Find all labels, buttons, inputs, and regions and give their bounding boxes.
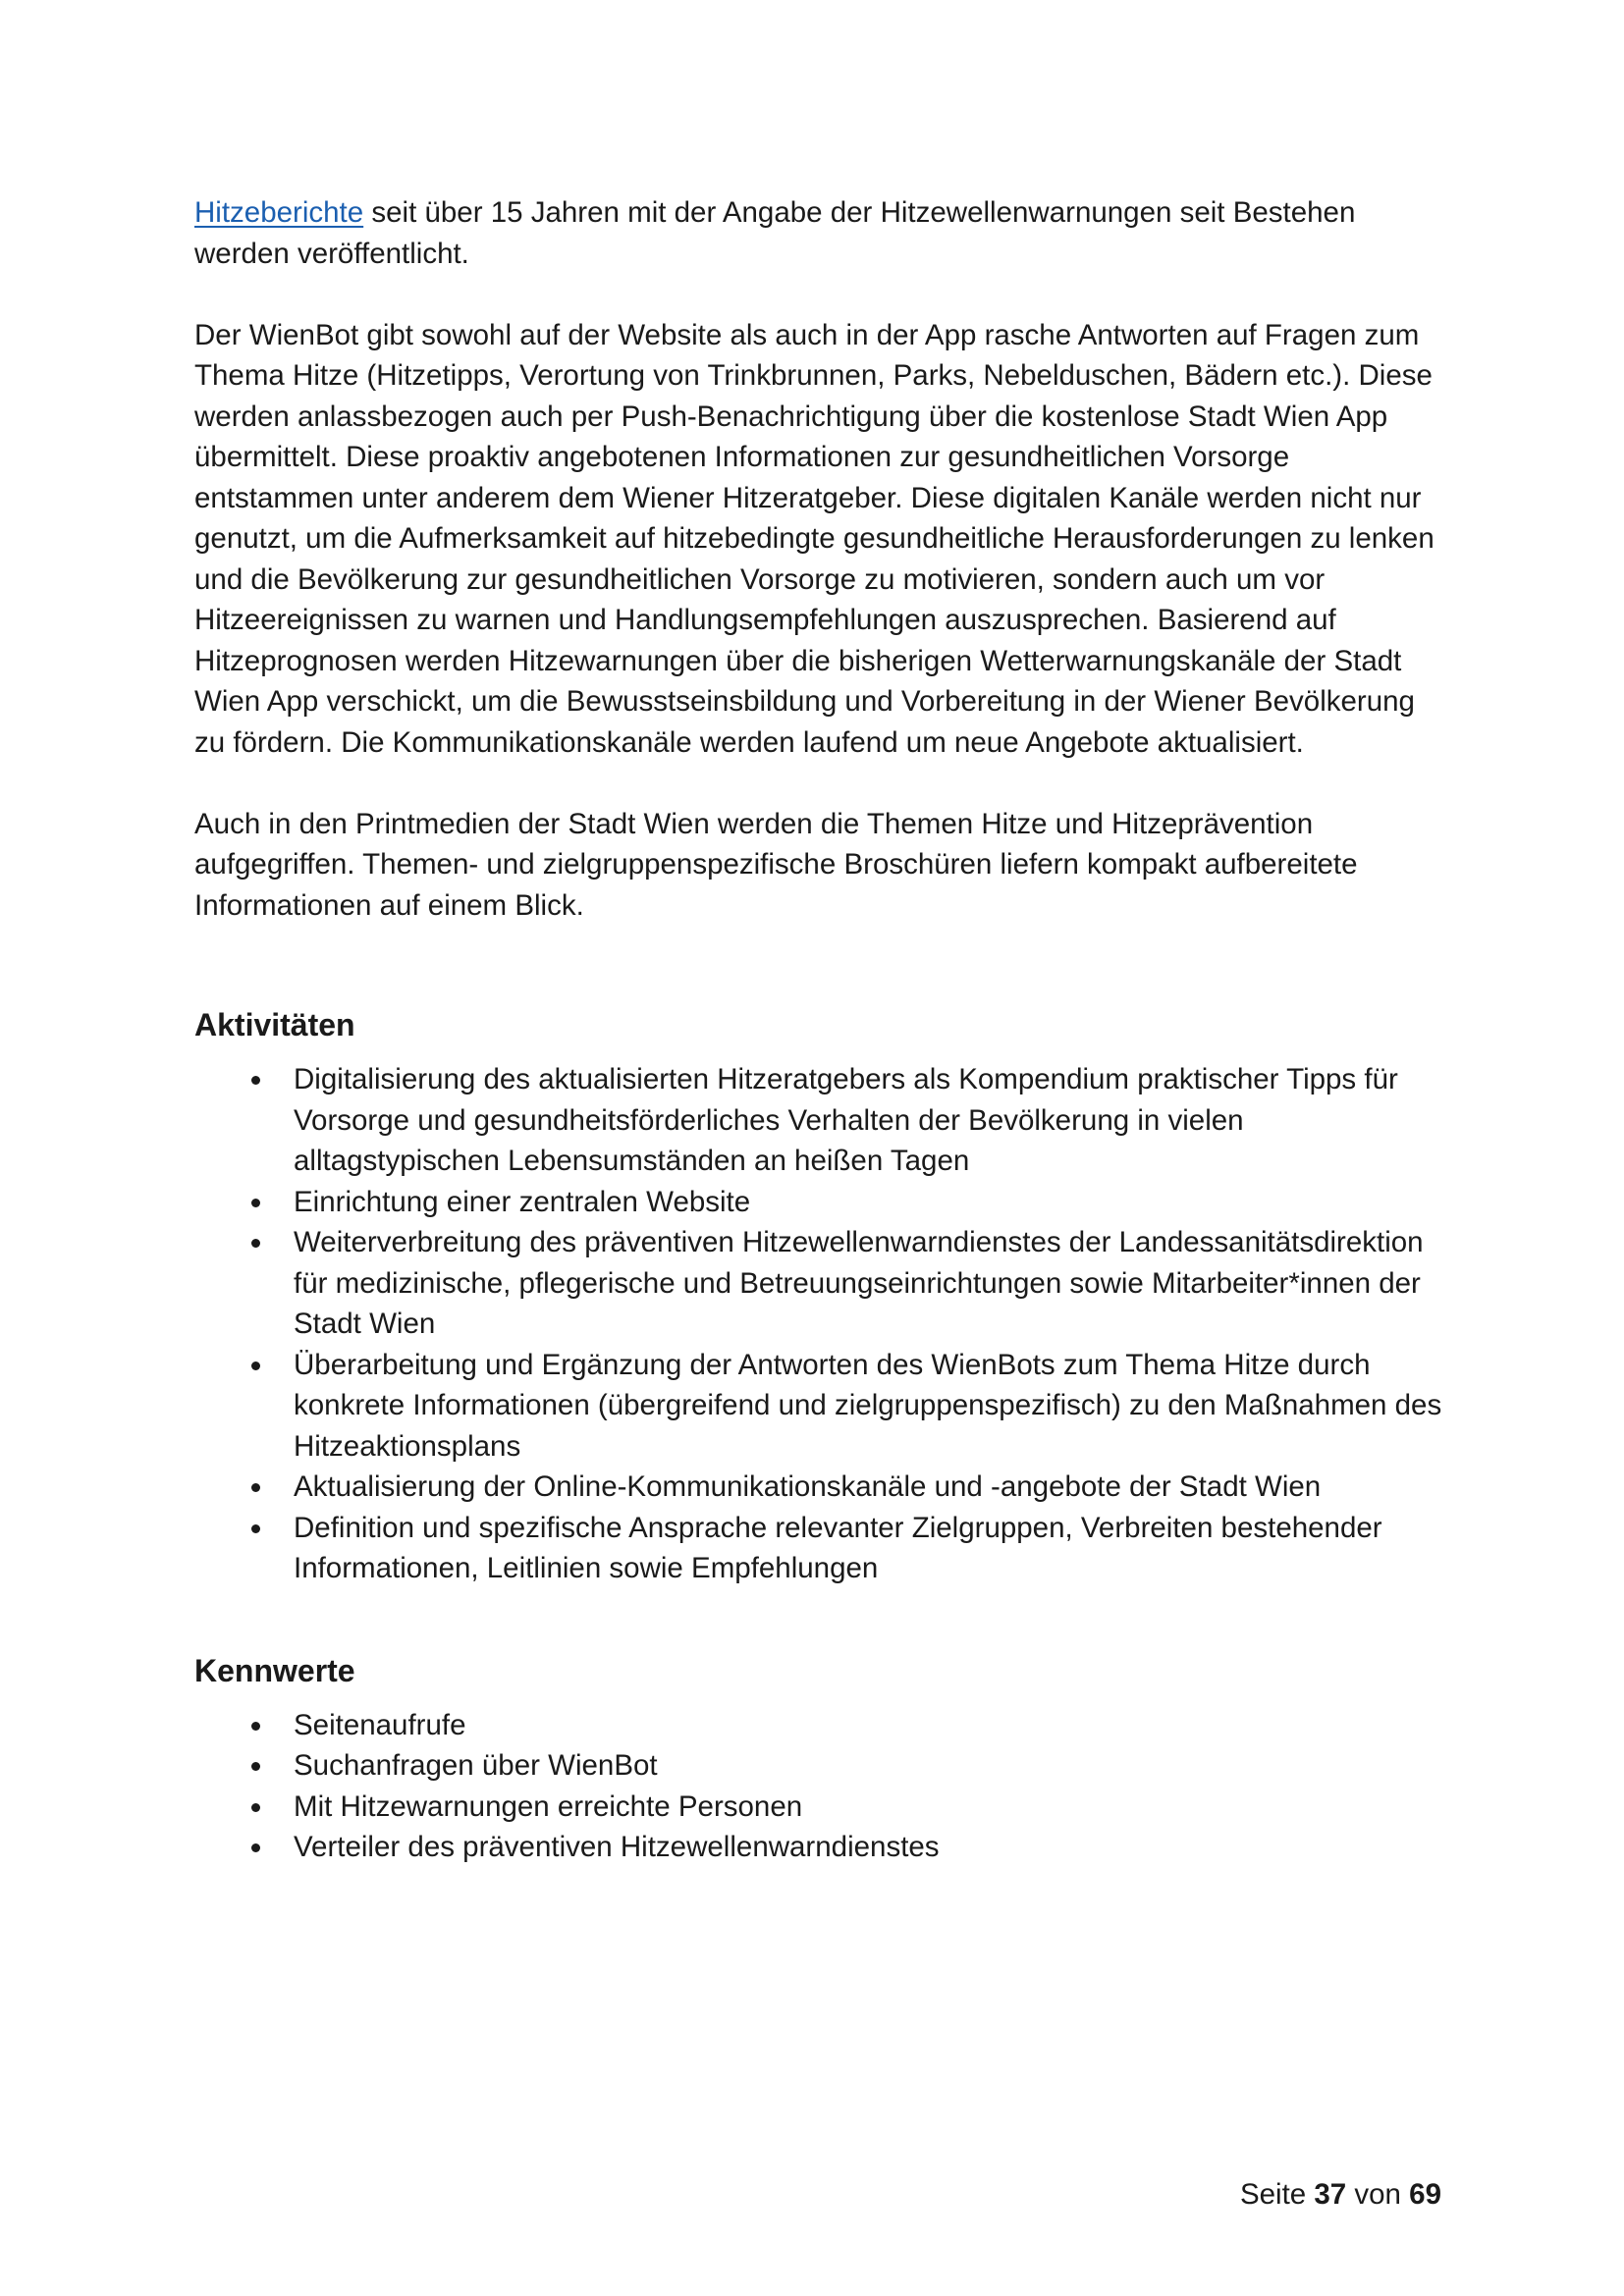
list-item: Definition und spezifische Ansprache relevanter Zielgruppen, Verbreiten bestehender Informationen, Leitlinien sowie Empfehlungen [194,1508,1451,1589]
list-item: Suchanfragen über WienBot [194,1745,1451,1787]
intro-paragraph [194,192,1451,274]
list-item: Aktualisierung der Online-Kommunikationskanäle und -angebote der Stadt Wien [194,1467,1451,1508]
list-item: Einrichtung einer zentralen Website [194,1182,1451,1223]
kennwerte-list [194,1705,1451,1868]
page-middle: von [1346,2178,1410,2211]
aktivitaeten-list [194,1059,1451,1589]
current-page: 37 [1314,2178,1347,2211]
page-prefix: Seite [1239,2178,1315,2211]
hitzeberichte-link[interactable]: Hitzeberichte [194,196,364,229]
intro-text: seit über 15 Jahren mit der Angabe der Hitzewellenwarnungen seit Bestehen werden veröffentlicht. [194,196,1356,270]
total-pages: 69 [1409,2178,1441,2211]
page-number [1240,2177,1441,2213]
page-content [194,192,1451,1868]
list-item: Seitenaufrufe [194,1705,1451,1746]
list-item: Verteiler des präventiven Hitzewellenwarndienstes [194,1827,1451,1868]
kennwerte-heading: Kennwerte [194,1652,355,1688]
aktivitaeten-heading: Aktivitäten [194,1007,355,1042]
list-item: Überarbeitung und Ergänzung der Antworten des WienBots zum Thema Hitze durch konkrete Informationen (übergreifend und zielgruppenspezifisch) zu den Maßnahmen des Hitzeaktionsplans [194,1345,1451,1468]
wienbot-paragraph: Der WienBot gibt sowohl auf der Website als auch in der App rasche Antworten auf Fragen zum Thema Hitze (Hitzetipps, Verortung von Trinkbrunnen, Parks, Nebelduschen, Bädern etc.). Diese werden anlassbezogen auch per Push-Benachrichtigung über die kostenlose Stadt Wien App übermittelt. Diese proaktiv angebotenen Informationen zur gesundheitlichen Vorsorge entstammen unter anderem dem Wiener Hitzeratgeber. Diese digitalen Kanäle werden nicht nur genutzt, um die Aufmerksamkeit auf hitzebedingte gesundheitliche Herausforderungen zu lenken und die Bevölkerung zur gesundheitlichen Vorsorge zu motivieren, sondern auch um vor Hitzeereignissen zu warnen und Handlungsempfehlungen auszusprechen. Basierend auf Hitzeprognosen werden Hitzewarnungen über die bisherigen Wetterwarnungskanäle der Stadt Wien App verschickt, um die Bewusstseinsbildung und Vorbereitung in der Wiener Bevölkerung zu fördern. Die Kommunikationskanäle werden laufend um neue Angebote aktualisiert. [194,318,1435,759]
list-item: Mit Hitzewarnungen erreichte Personen [194,1787,1451,1828]
list-item: Digitalisierung des aktualisierten Hitzeratgebers als Kompendium praktischer Tipps für Vorsorge und gesundheitsförderliches Verhalten der Bevölkerung in vielen alltagstypischen Lebensumständen an heißen Tagen [194,1059,1451,1182]
list-item: Weiterverbreitung des präventiven Hitzewellenwarndienstes der Landessanitätsdirektion für medizinische, pflegerische und Betreuungseinrichtungen sowie Mitarbeiter*innen der Stadt Wien [194,1222,1451,1345]
printmedien-paragraph: Auch in den Printmedien der Stadt Wien werden die Themen Hitze und Hitzeprävention aufgegriffen. Themen- und zielgruppenspezifische Broschüren liefern kompakt aufbereitete Informationen auf einem Blick. [194,807,1358,922]
